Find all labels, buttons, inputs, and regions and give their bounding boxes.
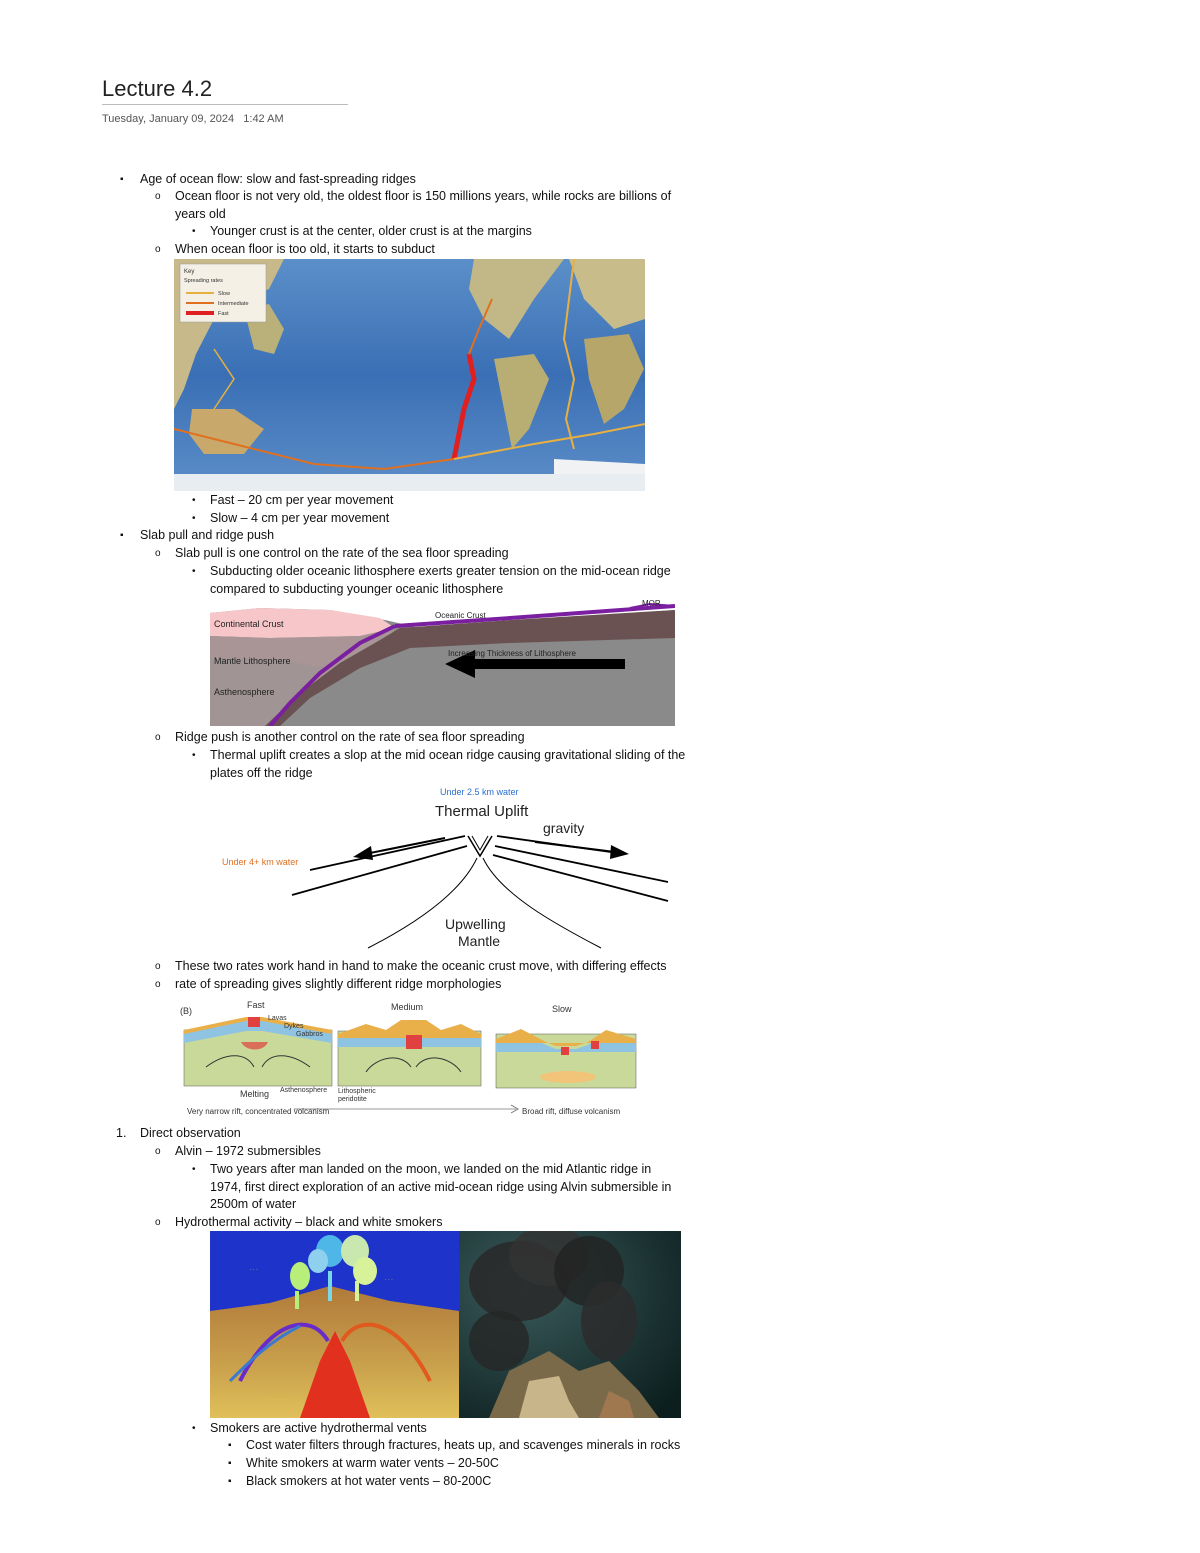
note-line: 2500m of water (210, 1197, 297, 1211)
circle-bullet: o (155, 548, 161, 559)
narrow-rift-label: Very narrow rift, concentrated volcanism (187, 1107, 330, 1116)
svg-text:· · ·: · · · (385, 1277, 393, 1283)
note-line: When ocean floor is too old, it starts to subduct (175, 242, 435, 256)
dykes-label: Dykes (284, 1023, 304, 1030)
square-bullet: ▪ (228, 1458, 232, 1469)
ridge-morphology-diagram (176, 997, 646, 1121)
note-line: Slab pull is one control on the rate of the sea floor spreading (175, 546, 509, 560)
lavas-label: Lavas (268, 1015, 287, 1022)
circle-bullet: o (155, 732, 161, 743)
page-time: 1:42 AM (243, 113, 284, 125)
peridotite-label: peridotite (338, 1096, 367, 1103)
note-line: Cost water filters through fractures, heats up, and scavenges minerals in rocks (246, 1438, 681, 1452)
circle-bullet: o (155, 244, 161, 255)
dot-bullet: • (192, 513, 196, 524)
circle-bullet: o (155, 961, 161, 972)
fast-label: Fast (247, 1000, 265, 1010)
note-line: Direct observation (140, 1126, 241, 1140)
square-bullet: ▪ (228, 1440, 232, 1451)
square-bullet: ▪ (120, 174, 124, 185)
svg-text:· · ·: · · · (250, 1267, 258, 1273)
page-timestamp (102, 113, 284, 125)
note-line: Age of ocean flow: slow and fast-spreading ridges (140, 172, 416, 186)
gravity-label: gravity (543, 820, 585, 836)
circle-bullet: o (155, 1217, 161, 1228)
note-line: Ridge push is another control on the rate of sea floor spreading (175, 730, 525, 744)
thermal-uplift-diagram (215, 784, 675, 954)
dot-bullet: • (192, 1423, 196, 1434)
under-4km-label: Under 4+ km water (222, 857, 299, 867)
svg-text:· · · · · ·: · · · · · · (270, 1397, 287, 1403)
map-key-title: Key (184, 269, 195, 275)
mantle-label: Mantle (458, 933, 501, 949)
dot-bullet: • (192, 566, 196, 577)
title-divider (102, 104, 348, 105)
dot-bullet: • (192, 226, 196, 237)
note-line: Younger crust is at the center, older crust is at the margins (210, 224, 532, 238)
note-line: White smokers at warm water vents – 20-50C (246, 1456, 499, 1470)
fast-ridge-block (184, 1017, 332, 1086)
slow-ridge-block (496, 1029, 636, 1088)
broad-rift-label: Broad rift, diffuse volcanism (522, 1107, 621, 1116)
note-line: Two years after man landed on the moon, we landed on the mid Atlantic ridge in (210, 1162, 652, 1176)
note-line: Smokers are active hydrothermal vents (210, 1421, 427, 1435)
note-line: These two rates work hand in hand to make the oceanic crust move, with differing effects (175, 959, 667, 973)
melting-label: Melting (240, 1089, 270, 1099)
note-line: Subducting older oceanic lithosphere exerts greater tension on the mid-ocean ridge (210, 564, 671, 578)
dot-bullet: • (192, 495, 196, 506)
asthenosphere-ridge-label: Asthenosphere (280, 1087, 328, 1094)
note-line: Thermal uplift creates a slop at the mid ocean ridge causing gravitational sliding of the (210, 748, 686, 762)
asthenosphere-label: Asthenosphere (214, 687, 275, 697)
increasing-thickness-label: Increasing Thickness of Lithosphere (448, 649, 576, 658)
page-date: Tuesday, January 09, 2024 (102, 113, 235, 125)
note-line: rate of spreading gives slightly different ridge morphologies (175, 977, 502, 991)
mantle-lithosphere-label: Mantle Lithosphere (214, 656, 291, 666)
note-line: Hydrothermal activity – black and white smokers (175, 1215, 443, 1229)
circle-bullet: o (155, 191, 161, 202)
mor-label: MOR (642, 599, 661, 608)
note-line: compared to subducting younger oceanic lithosphere (210, 582, 504, 596)
numbered-marker: 1. (116, 1126, 127, 1140)
figure-b-label: (B) (180, 1006, 192, 1016)
note-line: years old (175, 207, 226, 221)
lithospheric-label: Lithospheric (338, 1088, 376, 1095)
slab-pull-diagram (210, 598, 675, 726)
black-smoker-photo (459, 1231, 681, 1418)
circle-bullet: o (155, 1146, 161, 1157)
note-line: Slow – 4 cm per year movement (210, 511, 390, 525)
note-line: Black smokers at hot water vents – 80-200C (246, 1474, 492, 1488)
note-line: Alvin – 1972 submersibles (175, 1144, 321, 1158)
slow-label: Slow (552, 1004, 572, 1014)
hydrothermal-diagram (210, 1231, 459, 1418)
square-bullet: ▪ (120, 530, 124, 541)
dot-bullet: • (192, 750, 196, 761)
note-line: Slab pull and ridge push (140, 528, 275, 542)
legend-fast-label: Fast (218, 311, 229, 317)
continental-crust-label: Continental Crust (214, 619, 284, 629)
circle-bullet: o (155, 979, 161, 990)
upwelling-label: Upwelling (445, 916, 506, 932)
note-line: 1974, first direct exploration of an active mid-ocean ridge using Alvin submersible in (210, 1180, 672, 1194)
medium-label: Medium (391, 1002, 424, 1012)
legend-intermediate-label: Intermediate (218, 301, 249, 307)
page-title: Lecture 4.2 (102, 76, 213, 101)
spreading-rates-map (174, 259, 645, 491)
medium-ridge-block (338, 1020, 481, 1086)
dot-bullet: • (192, 1164, 196, 1175)
note-line: plates off the ridge (210, 766, 313, 780)
note-line: Fast – 20 cm per year movement (210, 493, 394, 507)
note-line: Ocean floor is not very old, the oldest floor is 150 millions years, while rocks are billions of (175, 189, 672, 203)
gabbros-label: Gabbros (296, 1031, 323, 1038)
thermal-uplift-label: Thermal Uplift (435, 803, 529, 820)
legend-slow-label: Slow (218, 291, 230, 297)
under-2-5km-label: Under 2.5 km water (440, 787, 519, 797)
map-key-subtitle: Spreading rates (184, 278, 223, 284)
square-bullet: ▪ (228, 1476, 232, 1487)
oceanic-crust-label: Oceanic Crust (435, 611, 486, 620)
